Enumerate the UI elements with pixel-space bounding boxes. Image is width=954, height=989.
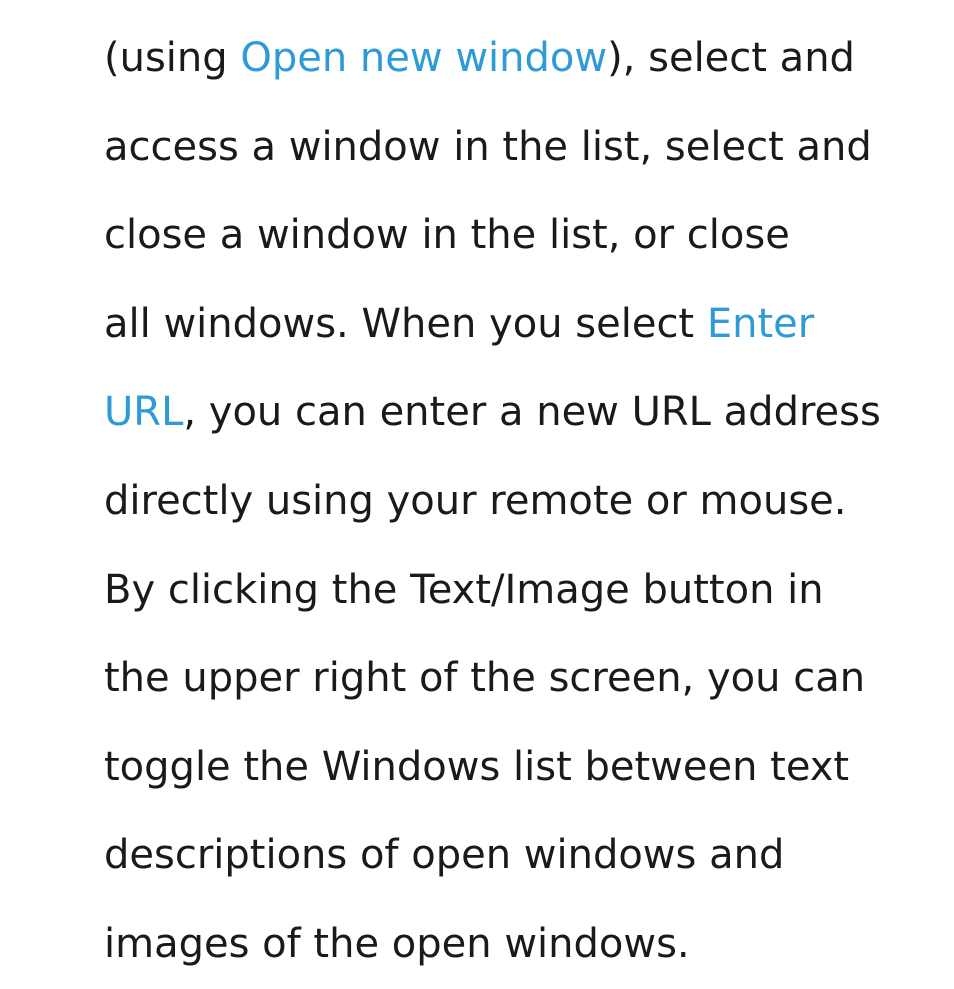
- text-line: access a window in the list, select and: [104, 123, 872, 170]
- enter-url-term-part1: Enter: [706, 300, 815, 347]
- text-line: descriptions of open windows and: [104, 832, 785, 879]
- text-line: directly using your remote or mouse.: [104, 477, 847, 524]
- text-run: all windows. When you select: [104, 300, 707, 347]
- text-line: the upper right of the screen, you can: [104, 655, 866, 702]
- text-line: close a window in the list, or close: [104, 212, 790, 259]
- text-line: [104, 14, 944, 103]
- text-line: [104, 280, 944, 369]
- text-line: [104, 368, 944, 457]
- text-line: By clicking the Text/Image button in: [104, 566, 824, 613]
- text-run: ), select and: [607, 35, 855, 81]
- text-run: (using: [104, 35, 241, 81]
- enter-url-term-part2: URL: [104, 389, 184, 436]
- text-run: , you can enter a new URL address: [183, 389, 881, 436]
- text-line: toggle the Windows list between text: [104, 743, 850, 790]
- body-paragraph: [104, 14, 944, 989]
- text-line: images of the open windows.: [104, 920, 690, 967]
- open-new-window-term: Open new window: [240, 35, 608, 81]
